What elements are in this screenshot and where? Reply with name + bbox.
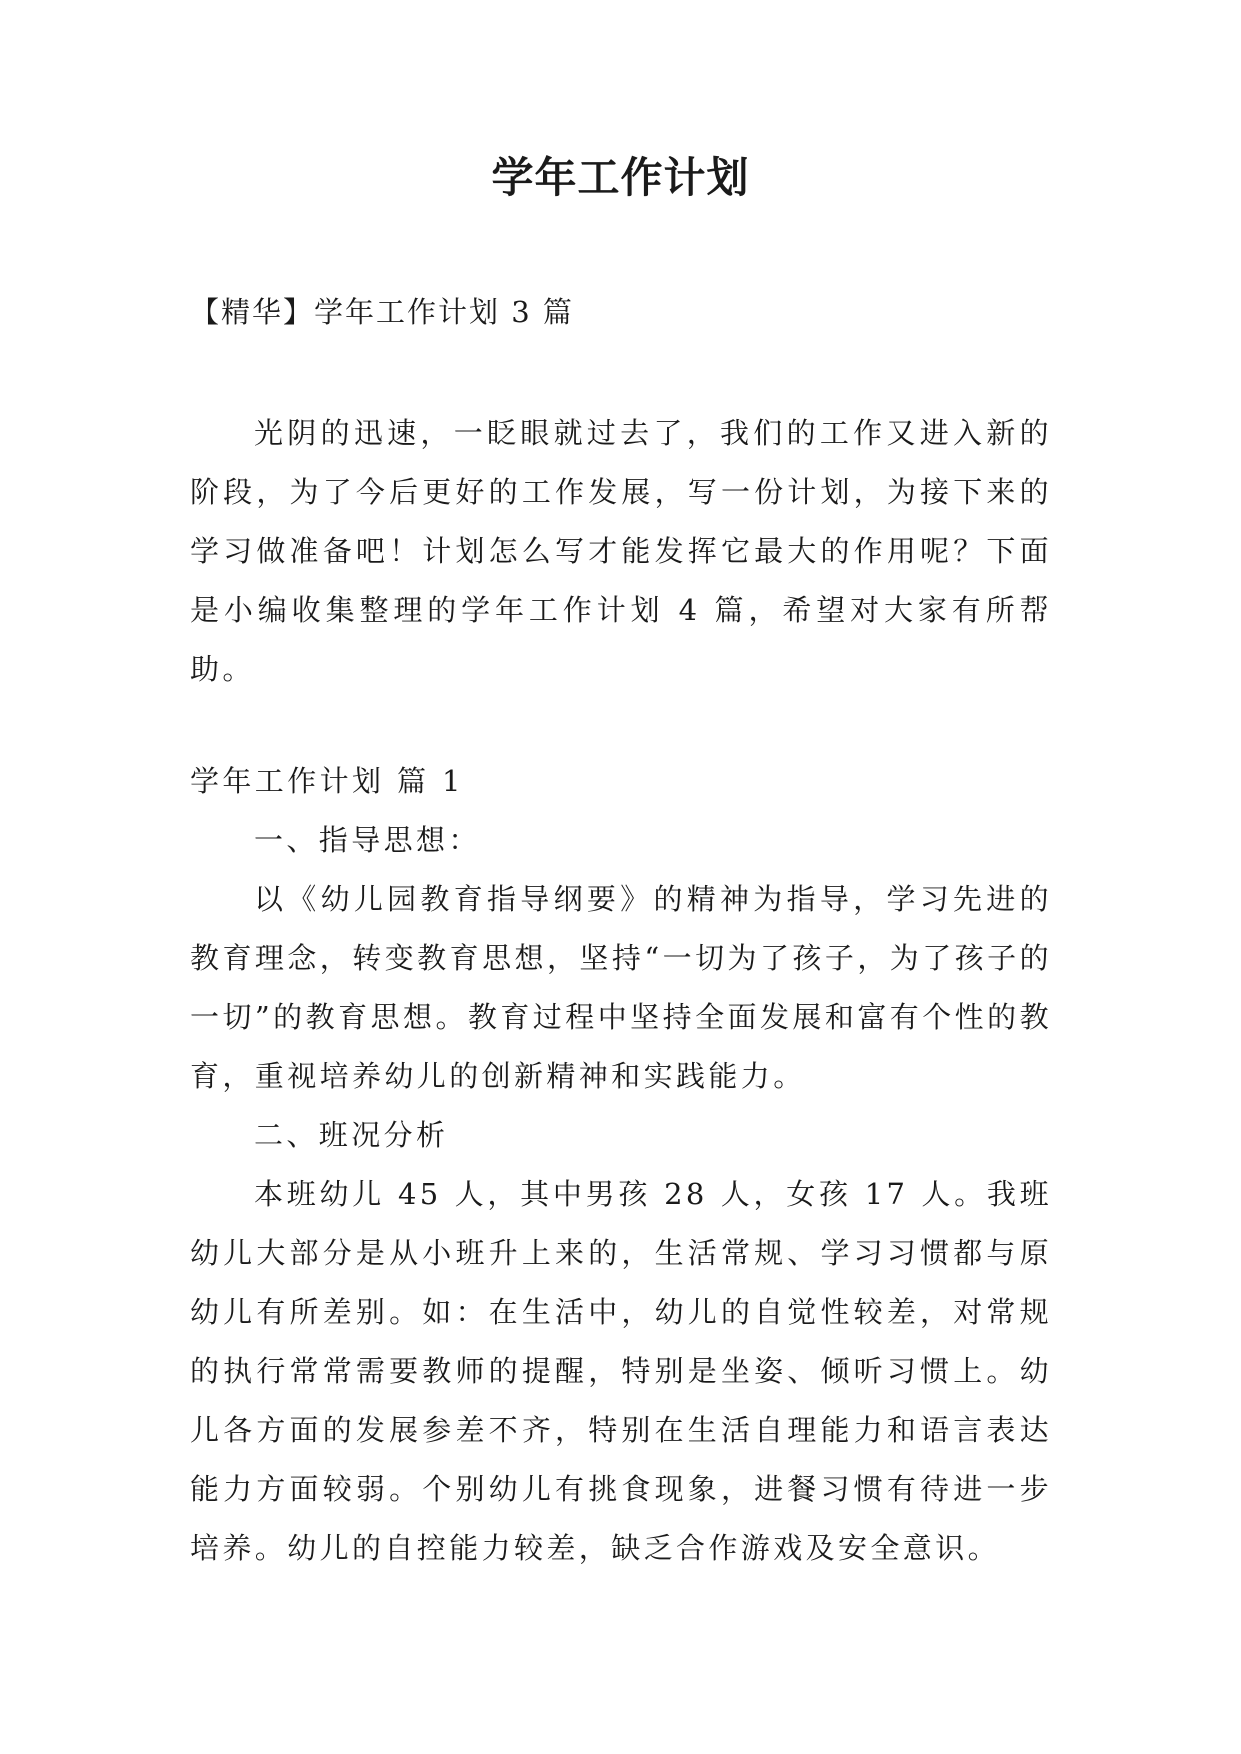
part1-paragraph: 以《幼儿园教育指导纲要》的精神为指导，学习先进的教育理念，转变教育思想，坚持“一切为了孩子，为了孩子的一切”的教育思想。教育过程中坚持全面发展和富有个性的教育，重视培养幼儿的创新精神和实践能力。 bbox=[190, 882, 1052, 1093]
section-heading: 学年工作计划 篇 1 bbox=[190, 764, 464, 798]
part2-heading: 二、班况分析 bbox=[254, 1118, 449, 1152]
page-title: 学年工作计划 bbox=[491, 153, 750, 202]
intro-paragraph: 光阴的迅速，一眨眼就过去了，我们的工作又进入新的阶段，为了今后更好的工作发展，写一份计划，为接下来的学习做准备吧！计划怎么写才能发挥它最大的作用呢？下面是小编收集整理的学年工作计划 4 篇，希望对大家有所帮助。 bbox=[190, 416, 1052, 686]
part1-heading: 一、指导思想： bbox=[254, 823, 481, 857]
document-subtitle: 【精华】学年工作计划 3 篇 bbox=[190, 295, 574, 329]
section-1 bbox=[190, 752, 1052, 1578]
intro-section bbox=[190, 404, 1052, 699]
part2-paragraph: 本班幼儿 45 人，其中男孩 28 人，女孩 17 人。我班幼儿大部分是从小班升上来的，生活常规、学习习惯都与原幼儿有所差别。如：在生活中，幼儿的自觉性较差，对常规的执行常常需要教师的提醒，特别是坐姿、倾听习惯上。幼儿各方面的发展参差不齐，特别在生活自理能力和语言表达能力方面较弱。个别幼儿有挑食现象，进餐习惯有待进一步培养。幼儿的自控能力较差，缺乏合作游戏及安全意识。 bbox=[190, 1177, 1052, 1565]
